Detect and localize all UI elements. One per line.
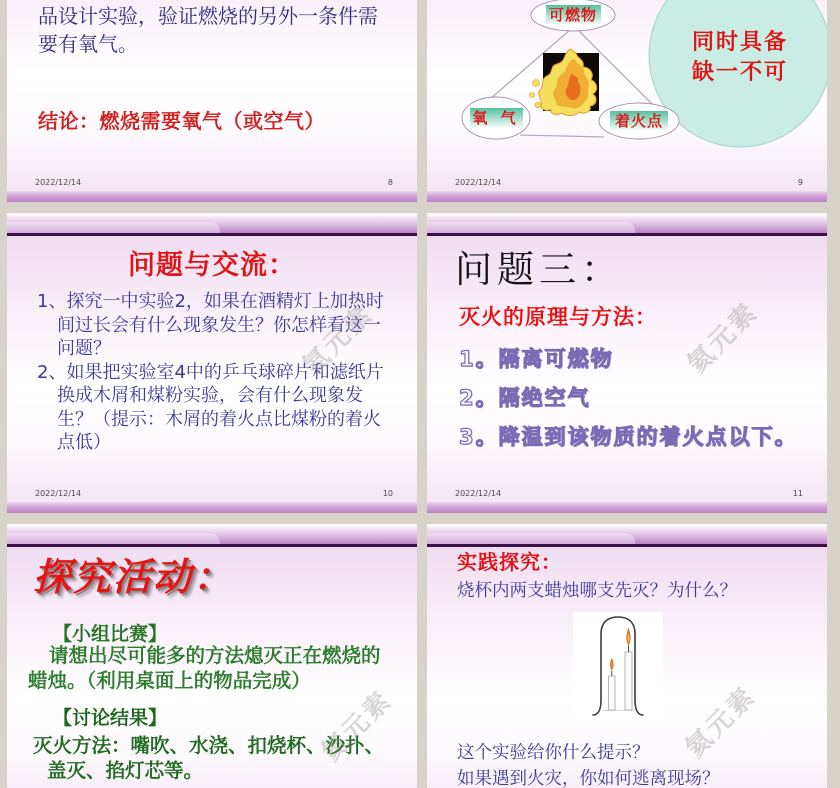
- slide-10-item-2: 2、如果把实验室4中的乒乓球碎片和滤纸片换成木屑和煤粉实验，会有什么现象发生？（提示：木屑的着火点比煤粉的着火点低）: [37, 361, 384, 453]
- slide-12-discussion-result-tag: 【讨论结果】: [53, 707, 168, 729]
- slide-11-item-3: 3。降温到该物质的着火点以下。: [459, 425, 798, 449]
- watermark: 氦元素: [679, 680, 763, 764]
- slide-11-page-number: 11: [792, 489, 803, 498]
- slide-12-thumbnail[interactable]: [7, 524, 417, 788]
- fire-triangle-diagram: [427, 0, 827, 202]
- header-divider: [427, 233, 827, 236]
- slide-bottom-bar: [7, 502, 417, 513]
- header-tab: [7, 222, 220, 233]
- node-oxygen: [462, 97, 530, 139]
- slide-9: [427, 0, 827, 202]
- slide-11-item-1: 1。隔离可燃物: [459, 347, 614, 371]
- slide-12: [7, 524, 417, 788]
- slide-bottom-bar: [427, 502, 827, 513]
- slide-9-page-number: 9: [797, 178, 803, 187]
- jar-outline: [593, 617, 643, 715]
- slide-bottom-bar: [7, 191, 417, 202]
- slide-8: [7, 0, 417, 202]
- slide-header-band: [427, 216, 827, 233]
- slide-11-title: 问题三：: [455, 250, 623, 291]
- slide-8-page-number: 8: [387, 178, 393, 187]
- slide-10-thumbnail[interactable]: [7, 213, 417, 513]
- node-oxygen-label: 氧 气: [472, 109, 520, 127]
- slide-10-page-number: 10: [382, 489, 393, 498]
- slide-12-title: 探究活动：: [33, 557, 234, 599]
- watermark: 氦元素: [315, 684, 399, 768]
- node-ignition-point: [599, 103, 679, 139]
- candles-in-beaker-icon: [573, 612, 663, 722]
- slide-9-date: 2022/12/14: [455, 178, 502, 187]
- slide-11-subtitle: 灭火的原理与方法：: [459, 305, 657, 329]
- slide-bottom-bar: [427, 191, 827, 202]
- slide-header-band: [7, 216, 417, 233]
- header-tab: [427, 533, 635, 544]
- watermark: 氦元素: [296, 298, 380, 382]
- slide-13: [427, 524, 827, 788]
- slide-11-item-2: 2。隔绝空气: [459, 386, 591, 410]
- header-tab: [7, 533, 220, 544]
- header-divider: [7, 233, 417, 236]
- slide-12-group-contest-tag: 【小组比赛】: [53, 623, 168, 645]
- slide-10-item-1: 1、探究一中实验2，如果在酒精灯上加热时间过长会有什么现象发生？你怎样看这一问题？: [37, 291, 384, 359]
- slide-10-title: 问题与交流：: [128, 250, 296, 281]
- slide-13-title: 实践探究：: [457, 550, 562, 574]
- bubble-text-line2: 缺一不可: [691, 60, 789, 85]
- slide-10-items: [37, 290, 391, 455]
- bubble-text-line1: 同时具备: [691, 30, 789, 55]
- node-fuel: [531, 0, 615, 31]
- slide-header-band: [7, 527, 417, 544]
- slide-8-thumbnail[interactable]: [7, 0, 417, 202]
- node-fuel-label: 可燃物: [548, 6, 598, 24]
- short-candle: [609, 659, 616, 711]
- slide-10: [7, 213, 417, 513]
- slide-8-conclusion-text: 结论：燃烧需要氧气（或空气）: [38, 109, 325, 133]
- slide-10-date: 2022/12/14: [35, 489, 82, 498]
- watermark: 氦元素: [681, 296, 765, 380]
- slide-header-band: [427, 527, 827, 544]
- flame-icon: [530, 49, 600, 116]
- node-ignition-label: 着火点: [614, 112, 664, 130]
- slide-13-hint-2: 如果遇到火灾，你如何逃离现场？: [457, 769, 720, 788]
- candles-experiment-image: [573, 612, 663, 722]
- slide-9-thumbnail[interactable]: [427, 0, 827, 202]
- slide-13-thumbnail[interactable]: [427, 524, 827, 788]
- slide-8-date: 2022/12/14: [35, 178, 82, 187]
- slide-8-body-text: 品设计实验，验证燃烧的另外一条件需要有氧气。: [38, 4, 378, 56]
- slide-11: [427, 213, 827, 513]
- tall-candle: [625, 629, 632, 711]
- slide-13-question: 烧杯内两支蜡烛哪支先灭？为什么？: [457, 581, 737, 601]
- slide-12-paragraph-1: 请想出尽可能多的方法熄灭正在燃烧的蜡烛。（利用桌面上的物品完成）: [28, 644, 381, 692]
- slide-12-paragraph-2: 灭火方法：嘴吹、水浇、扣烧杯、沙扑、盖灭、掐灯芯等。: [33, 734, 385, 782]
- slide-11-date: 2022/12/14: [455, 489, 502, 498]
- slide-13-hint-1: 这个实验给你什么提示？: [457, 743, 650, 763]
- header-tab: [427, 222, 635, 233]
- slide-11-thumbnail[interactable]: [427, 213, 827, 513]
